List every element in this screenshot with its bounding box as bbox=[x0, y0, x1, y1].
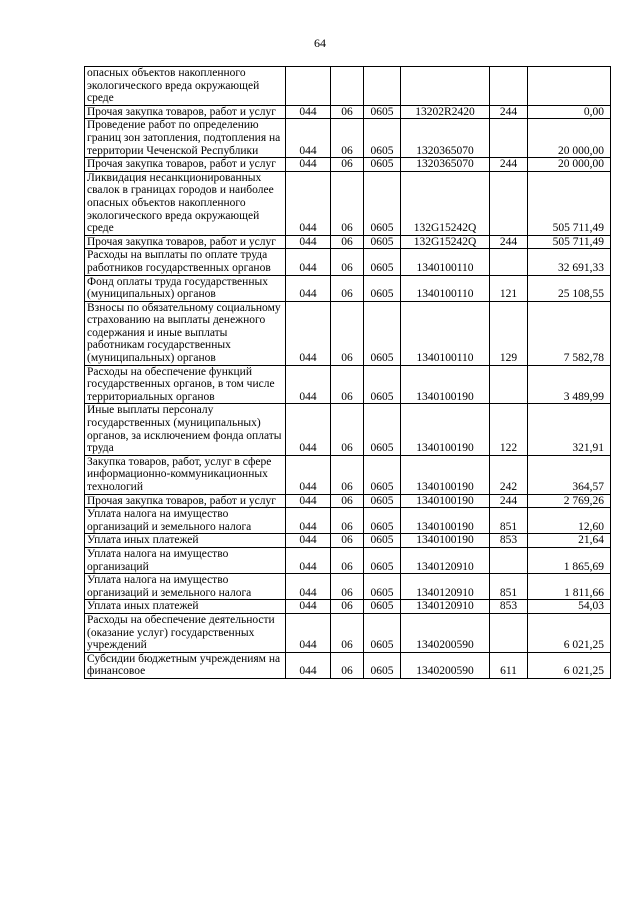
target-article-cell: 1340100190 bbox=[401, 365, 490, 404]
expense-type-cell: 851 bbox=[490, 508, 528, 534]
amount-cell: 2 769,26 bbox=[528, 494, 611, 508]
expense-name-cell: Расходы на выплаты по оплате труда работников государственных органов bbox=[85, 249, 286, 275]
expense-name-cell: Взносы по обязательному социальному страхованию на выплаты денежного содержания и иные выплаты работникам государственных (муниципальных) органов bbox=[85, 301, 286, 365]
amount-cell: 20 000,00 bbox=[528, 158, 611, 172]
subsection-code-cell: 0605 bbox=[364, 534, 401, 548]
section-code-cell bbox=[331, 67, 364, 106]
target-article-cell: 1340120910 bbox=[401, 600, 490, 614]
admin-code-cell: 044 bbox=[286, 158, 331, 172]
target-article-cell: 1340200590 bbox=[401, 613, 490, 652]
section-code-cell: 06 bbox=[331, 105, 364, 119]
target-article-cell: 1340120910 bbox=[401, 547, 490, 573]
admin-code-cell bbox=[286, 67, 331, 106]
admin-code-cell: 044 bbox=[286, 119, 331, 158]
target-article-cell: 132G15242Q bbox=[401, 235, 490, 249]
target-article-cell: 1340100190 bbox=[401, 508, 490, 534]
expense-name-cell: Иные выплаты персоналу государственных (муниципальных) органов, за исключением фонда оплаты труда bbox=[85, 404, 286, 455]
target-article-cell: 13202R2420 bbox=[401, 105, 490, 119]
section-code-cell: 06 bbox=[331, 158, 364, 172]
expense-name-cell: Проведение работ по определению границ зон затопления, подтопления на территории Чеченской Республики bbox=[85, 119, 286, 158]
admin-code-cell: 044 bbox=[286, 171, 331, 235]
table-row bbox=[85, 600, 611, 614]
expense-type-cell: 244 bbox=[490, 494, 528, 508]
subsection-code-cell bbox=[364, 67, 401, 106]
expense-name-cell: опасных объектов накопленного экологического вреда окружающей среде bbox=[85, 67, 286, 106]
budget-table-body bbox=[85, 67, 611, 679]
section-code-cell: 06 bbox=[331, 455, 364, 494]
expense-type-cell: 244 bbox=[490, 105, 528, 119]
section-code-cell: 06 bbox=[331, 547, 364, 573]
admin-code-cell: 044 bbox=[286, 404, 331, 455]
table-row bbox=[85, 547, 611, 573]
amount-cell: 6 021,25 bbox=[528, 652, 611, 678]
amount-cell: 12,60 bbox=[528, 508, 611, 534]
table-row bbox=[85, 275, 611, 301]
table-row bbox=[85, 534, 611, 548]
amount-cell bbox=[528, 67, 611, 106]
table-row bbox=[85, 574, 611, 600]
expense-type-cell bbox=[490, 249, 528, 275]
admin-code-cell: 044 bbox=[286, 235, 331, 249]
target-article-cell: 1340100110 bbox=[401, 275, 490, 301]
section-code-cell: 06 bbox=[331, 119, 364, 158]
amount-cell: 0,00 bbox=[528, 105, 611, 119]
target-article-cell: 1320365070 bbox=[401, 119, 490, 158]
admin-code-cell: 044 bbox=[286, 105, 331, 119]
expense-name-cell: Уплата налога на имущество организаций и земельного налога bbox=[85, 574, 286, 600]
expense-type-cell bbox=[490, 67, 528, 106]
expense-type-cell: 244 bbox=[490, 158, 528, 172]
target-article-cell: 1340100190 bbox=[401, 494, 490, 508]
subsection-code-cell: 0605 bbox=[364, 508, 401, 534]
section-code-cell: 06 bbox=[331, 275, 364, 301]
section-code-cell: 06 bbox=[331, 574, 364, 600]
section-code-cell: 06 bbox=[331, 249, 364, 275]
section-code-cell: 06 bbox=[331, 652, 364, 678]
amount-cell: 321,91 bbox=[528, 404, 611, 455]
subsection-code-cell: 0605 bbox=[364, 574, 401, 600]
table-row bbox=[85, 171, 611, 235]
expense-name-cell: Прочая закупка товаров, работ и услуг bbox=[85, 105, 286, 119]
amount-cell: 32 691,33 bbox=[528, 249, 611, 275]
table-row bbox=[85, 494, 611, 508]
expense-name-cell: Уплата налога на имущество организаций и земельного налога bbox=[85, 508, 286, 534]
subsection-code-cell: 0605 bbox=[364, 613, 401, 652]
expense-type-cell bbox=[490, 119, 528, 158]
table-row bbox=[85, 455, 611, 494]
subsection-code-cell: 0605 bbox=[364, 105, 401, 119]
expense-type-cell: 853 bbox=[490, 600, 528, 614]
target-article-cell: 1340100190 bbox=[401, 455, 490, 494]
subsection-code-cell: 0605 bbox=[364, 494, 401, 508]
section-code-cell: 06 bbox=[331, 600, 364, 614]
expense-type-cell: 853 bbox=[490, 534, 528, 548]
amount-cell: 364,57 bbox=[528, 455, 611, 494]
section-code-cell: 06 bbox=[331, 508, 364, 534]
admin-code-cell: 044 bbox=[286, 613, 331, 652]
admin-code-cell: 044 bbox=[286, 652, 331, 678]
amount-cell: 505 711,49 bbox=[528, 235, 611, 249]
amount-cell: 1 811,66 bbox=[528, 574, 611, 600]
amount-cell: 7 582,78 bbox=[528, 301, 611, 365]
target-article-cell bbox=[401, 67, 490, 106]
expense-type-cell bbox=[490, 547, 528, 573]
subsection-code-cell: 0605 bbox=[364, 404, 401, 455]
target-article-cell: 1340100110 bbox=[401, 301, 490, 365]
section-code-cell: 06 bbox=[331, 404, 364, 455]
subsection-code-cell: 0605 bbox=[364, 547, 401, 573]
table-row bbox=[85, 301, 611, 365]
target-article-cell: 132G15242Q bbox=[401, 171, 490, 235]
subsection-code-cell: 0605 bbox=[364, 365, 401, 404]
expense-name-cell: Субсидии бюджетным учреждениям на финансовое bbox=[85, 652, 286, 678]
amount-cell: 25 108,55 bbox=[528, 275, 611, 301]
section-code-cell: 06 bbox=[331, 613, 364, 652]
table-row bbox=[85, 508, 611, 534]
admin-code-cell: 044 bbox=[286, 455, 331, 494]
admin-code-cell: 044 bbox=[286, 534, 331, 548]
table-row bbox=[85, 235, 611, 249]
expense-name-cell: Прочая закупка товаров, работ и услуг bbox=[85, 235, 286, 249]
admin-code-cell: 044 bbox=[286, 249, 331, 275]
subsection-code-cell: 0605 bbox=[364, 235, 401, 249]
expense-name-cell: Уплата налога на имущество организаций bbox=[85, 547, 286, 573]
page-number: 64 bbox=[314, 36, 326, 50]
subsection-code-cell: 0605 bbox=[364, 119, 401, 158]
admin-code-cell: 044 bbox=[286, 275, 331, 301]
amount-cell: 505 711,49 bbox=[528, 171, 611, 235]
amount-cell: 6 021,25 bbox=[528, 613, 611, 652]
table-row bbox=[85, 613, 611, 652]
expense-type-cell: 129 bbox=[490, 301, 528, 365]
expense-name-cell: Фонд оплаты труда государственных (муниципальных) органов bbox=[85, 275, 286, 301]
table-row bbox=[85, 249, 611, 275]
subsection-code-cell: 0605 bbox=[364, 249, 401, 275]
subsection-code-cell: 0605 bbox=[364, 301, 401, 365]
expense-name-cell: Прочая закупка товаров, работ и услуг bbox=[85, 158, 286, 172]
table-row bbox=[85, 158, 611, 172]
section-code-cell: 06 bbox=[331, 301, 364, 365]
subsection-code-cell: 0605 bbox=[364, 158, 401, 172]
table-row bbox=[85, 119, 611, 158]
target-article-cell: 1340100190 bbox=[401, 534, 490, 548]
expense-type-cell: 851 bbox=[490, 574, 528, 600]
section-code-cell: 06 bbox=[331, 534, 364, 548]
expense-type-cell: 121 bbox=[490, 275, 528, 301]
admin-code-cell: 044 bbox=[286, 301, 331, 365]
admin-code-cell: 044 bbox=[286, 365, 331, 404]
admin-code-cell: 044 bbox=[286, 574, 331, 600]
expense-name-cell: Закупка товаров, работ, услуг в сфере информационно-коммуникационных технологий bbox=[85, 455, 286, 494]
section-code-cell: 06 bbox=[331, 494, 364, 508]
amount-cell: 3 489,99 bbox=[528, 365, 611, 404]
table-row bbox=[85, 404, 611, 455]
section-code-cell: 06 bbox=[331, 171, 364, 235]
admin-code-cell: 044 bbox=[286, 600, 331, 614]
expense-type-cell bbox=[490, 365, 528, 404]
target-article-cell: 1320365070 bbox=[401, 158, 490, 172]
table-row bbox=[85, 652, 611, 678]
expense-name-cell: Расходы на обеспечение деятельности (оказание услуг) государственных учреждений bbox=[85, 613, 286, 652]
expense-name-cell: Уплата иных платежей bbox=[85, 534, 286, 548]
expense-name-cell: Уплата иных платежей bbox=[85, 600, 286, 614]
expense-type-cell: 611 bbox=[490, 652, 528, 678]
admin-code-cell: 044 bbox=[286, 494, 331, 508]
amount-cell: 1 865,69 bbox=[528, 547, 611, 573]
target-article-cell: 1340200590 bbox=[401, 652, 490, 678]
subsection-code-cell: 0605 bbox=[364, 275, 401, 301]
target-article-cell: 1340100190 bbox=[401, 404, 490, 455]
amount-cell: 20 000,00 bbox=[528, 119, 611, 158]
expense-name-cell: Расходы на обеспечение функций государственных органов, в том числе территориальных органов bbox=[85, 365, 286, 404]
expense-name-cell: Ликвидация несанкционированных свалок в границах городов и наиболее опасных объектов накопленного экологического вреда окружающей среде bbox=[85, 171, 286, 235]
table-row bbox=[85, 105, 611, 119]
expense-type-cell bbox=[490, 613, 528, 652]
section-code-cell: 06 bbox=[331, 365, 364, 404]
admin-code-cell: 044 bbox=[286, 508, 331, 534]
expense-type-cell: 242 bbox=[490, 455, 528, 494]
target-article-cell: 1340120910 bbox=[401, 574, 490, 600]
subsection-code-cell: 0605 bbox=[364, 171, 401, 235]
expense-type-cell: 122 bbox=[490, 404, 528, 455]
expense-type-cell: 244 bbox=[490, 235, 528, 249]
subsection-code-cell: 0605 bbox=[364, 600, 401, 614]
expense-name-cell: Прочая закупка товаров, работ и услуг bbox=[85, 494, 286, 508]
target-article-cell: 1340100110 bbox=[401, 249, 490, 275]
table-row bbox=[85, 67, 611, 106]
expense-type-cell bbox=[490, 171, 528, 235]
table-row bbox=[85, 365, 611, 404]
budget-table bbox=[84, 66, 611, 679]
amount-cell: 54,03 bbox=[528, 600, 611, 614]
amount-cell: 21,64 bbox=[528, 534, 611, 548]
subsection-code-cell: 0605 bbox=[364, 652, 401, 678]
subsection-code-cell: 0605 bbox=[364, 455, 401, 494]
admin-code-cell: 044 bbox=[286, 547, 331, 573]
section-code-cell: 06 bbox=[331, 235, 364, 249]
